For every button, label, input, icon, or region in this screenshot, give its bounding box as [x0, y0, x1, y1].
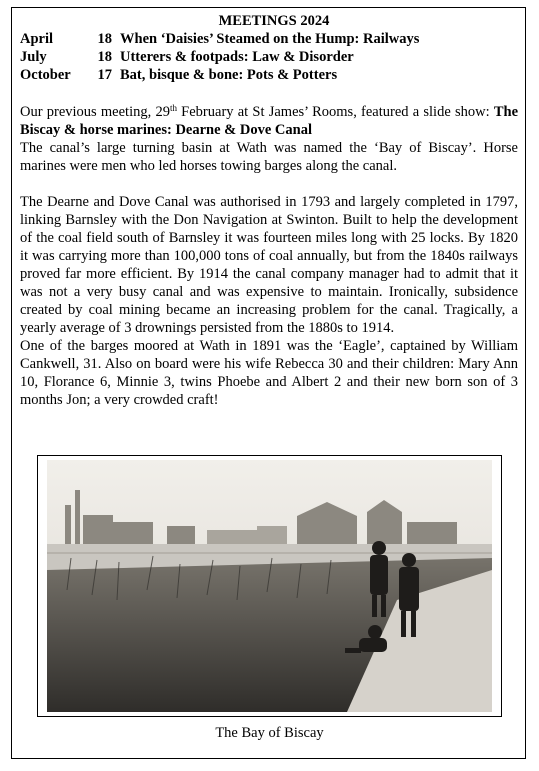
- body-paragraph-history: The Dearne and Dove Canal was authorised in 1793 and largely completed in 1797, linking Barnsley with the Don Navigation at Swinton. Built to help the development of the coal field south of Barnsley it was fourteen miles long with 25 locks. By 1820 it was carrying more than 100,000 tons of coal annually, but from the 1840s railways proved far more efficient. By 1914 the canal company manager had to admit that it was not a very busy canal and was expensive to maintain. Ironically, subsidence created by coal mining became an increasing problem for the canal. Tragically, a yearly average of 3 drownings persisted from the 1880s to 1914.: [20, 194, 518, 336]
- meeting-topic: Bat, bisque & bone: Pots & Potters: [120, 67, 338, 83]
- meeting-row-october: [20, 66, 518, 84]
- intro-ordinal: th: [169, 103, 177, 113]
- meetings-title: MEETINGS 2024: [218, 13, 330, 29]
- meeting-day: 18: [97, 31, 112, 47]
- intro-rest: The canal’s large turning basin at Wath was named the ‘Bay of Biscay’. Horse marines were men who led horses towing barges along the canal.: [20, 140, 518, 174]
- meeting-day: 17: [97, 67, 112, 83]
- meeting-month: October: [20, 67, 71, 83]
- intro-after: February at St James’ Rooms, featured a slide show:: [176, 104, 494, 120]
- bay-of-biscay-photo: [47, 460, 492, 712]
- meeting-month: April: [20, 31, 54, 47]
- meeting-row-july: [20, 48, 518, 66]
- body-paragraph-eagle: One of the barges moored at Wath in 1891 was the ‘Eagle’, captained by William Cankwell, 31. Also on board were his wife Rebecca 30 and their children: Mary Ann 10, Florance 6, Minnie 3, twins Phoebe and Albert 2 and their new born son of 3 months Jon; a very crowded craft!: [20, 338, 518, 408]
- meeting-month: July: [20, 49, 47, 65]
- meeting-topic: When ‘Daisies’ Steamed on the Hump: Railways: [120, 31, 420, 47]
- slide-show-title: The Biscay & horse marines: Dearne & Dove Canal: [20, 104, 518, 138]
- meeting-topic: Utterers & footpads: Law & Disorder: [120, 49, 354, 65]
- intro-lead: Our previous meeting, 29: [20, 104, 170, 120]
- meeting-row-april: [20, 30, 518, 48]
- intro-paragraph: [20, 103, 518, 175]
- photo-caption: The Bay of Biscay: [215, 725, 324, 741]
- meeting-day: 18: [97, 49, 112, 65]
- newsletter-content: [20, 12, 518, 409]
- photo-frame: [37, 455, 502, 717]
